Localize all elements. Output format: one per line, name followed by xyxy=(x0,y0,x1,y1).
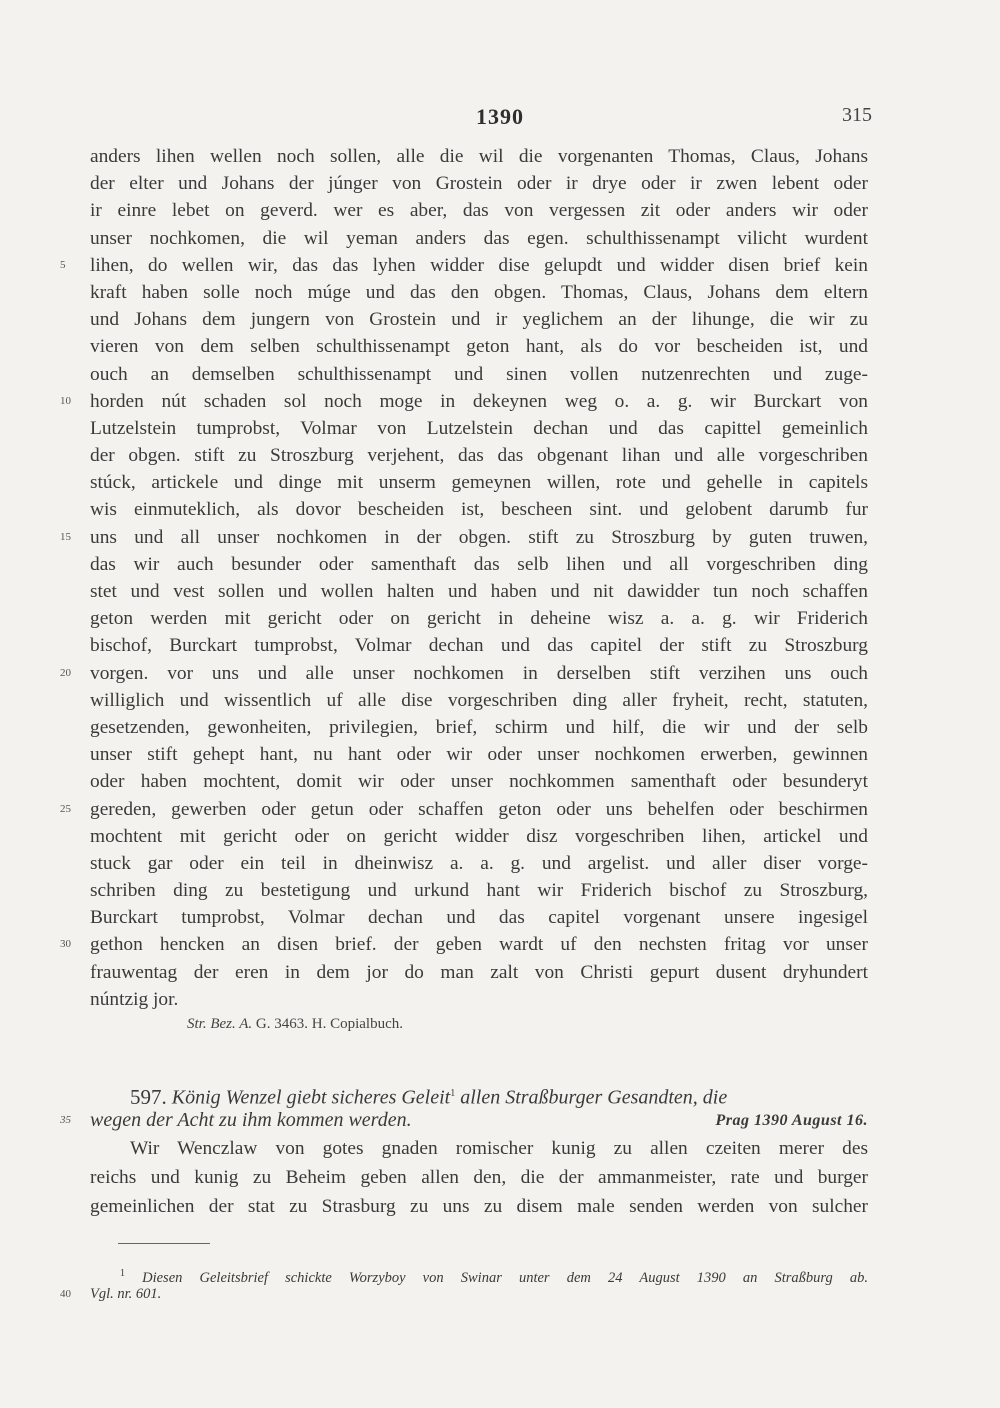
entry-text-line: reichs und kunig zu Beheim geben allen den, die der ammanmeister, rate und burger xyxy=(90,1167,868,1188)
text-line xyxy=(90,959,868,986)
text-line xyxy=(60,931,868,958)
text-line xyxy=(90,877,868,904)
line-text: horden nút schaden sol noch moge in dekeynen weg o. a. g. wir Burckart von xyxy=(90,390,868,412)
text-line xyxy=(90,143,868,170)
line-number: 10 xyxy=(60,394,71,407)
footnotes xyxy=(60,1264,869,1304)
text-line xyxy=(60,796,868,823)
entry-title-line-2 xyxy=(60,1107,868,1134)
text-line xyxy=(90,904,868,931)
line-text: Burckart tumprobst, Volmar dechan und das capitel vorgenant unsere ingesigel xyxy=(90,907,868,929)
line-text: geton werden mit gericht oder on gericht in deheine wisz a. a. g. wir Friderich xyxy=(90,608,868,630)
line-text: gesetzenden, gewonheiten, privilegien, brief, schirm und hilf, die wir und der selb xyxy=(90,716,868,738)
line-text: bischof, Burckart tumprobst, Volmar dechan und das capitel der stift zu Stroszburg xyxy=(90,635,868,657)
line-text: uns und all unser nochkomen in der obgen. stift zu Stroszburg by guten truwen, xyxy=(90,526,868,548)
line-text: oder haben mochtent, domit wir oder unser nochkommen samenthaft oder besunderyt xyxy=(90,771,868,793)
text-line xyxy=(90,306,868,333)
line-text: williglich und wissentlich uf alle dise vorgeschriben ding aller fryheit, recht, statuten, xyxy=(90,689,868,711)
entry-text-line: gemeinlichen der stat zu Strasburg zu uns zu disem male senden werden von sulcher xyxy=(90,1196,868,1217)
text-line xyxy=(90,333,868,360)
text-line xyxy=(90,469,868,496)
footnote-text-1: Diesen Geleitsbrief schickte Worzyboy von Swinar unter dem 24 August 1390 an Straßburg ab. xyxy=(142,1269,869,1286)
line-text: der elter und Johans der júnger von Grostein oder ir drye oder ir zwen lebent oder xyxy=(90,173,868,195)
text-line xyxy=(90,850,868,877)
line-text: stúck, artickele und dinge mit unserm gemeynen willen, rote und gehelle in capitels xyxy=(90,472,868,494)
text-line xyxy=(90,197,868,224)
text-line xyxy=(90,714,868,741)
line-text: Lutzelstein tumprobst, Volmar von Lutzelstein dechan und das capittel gemeinlich xyxy=(90,417,868,439)
text-line xyxy=(90,442,868,469)
line-text: mochtent mit gericht oder on gericht widder disz vorgeschriben lihen, artickel und xyxy=(90,825,868,847)
text-line xyxy=(60,524,868,551)
text-line xyxy=(60,660,868,687)
line-text: der obgen. stift zu Stroszburg verjehent, das das obgenant lihan und alle vorgeschriben xyxy=(90,445,868,467)
text-line xyxy=(90,578,868,605)
text-line xyxy=(90,361,868,388)
place-date: Prag 1390 August 16. xyxy=(715,1112,868,1129)
line-text: lihen, do wellen wir, das das lyhen widder dise gelupdt und widder disen brief kein xyxy=(90,254,868,276)
text-line xyxy=(60,252,868,279)
page-number: 315 xyxy=(842,104,872,126)
text-line xyxy=(90,415,868,442)
footnote-line-1 xyxy=(90,1264,868,1284)
entry-text-line: Wir Wenczlaw von gotes gnaden romischer kunig zu allen czeiten merer des xyxy=(130,1138,868,1159)
text-line xyxy=(90,605,868,632)
text-line xyxy=(90,687,868,714)
text-line xyxy=(90,768,868,795)
line-text: vieren von dem selben schulthissenampt geton hant, als do vor bescheiden ist, und xyxy=(90,336,868,358)
line-number: 35 xyxy=(60,1114,71,1126)
line-text: gereden, gewerben oder getun oder schaffen geton oder uns behelfen oder beschirmen xyxy=(90,798,868,820)
running-header xyxy=(0,104,1000,134)
line-text: ouch an demselben schulthissenampt und sinen vollen nutzenrechten und zuge- xyxy=(90,363,868,385)
text-line xyxy=(90,225,868,252)
text-line xyxy=(90,170,868,197)
line-text: wis einmuteklich, als dovor bescheiden ist, bescheen sint. und gelobent darumb fur xyxy=(90,499,868,521)
line-number: 20 xyxy=(60,666,71,679)
text-line xyxy=(60,388,868,415)
line-number: 5 xyxy=(60,258,66,271)
footnote-line-2 xyxy=(60,1284,868,1304)
text-line xyxy=(90,551,868,578)
entry-text xyxy=(90,1134,868,1221)
line-text: ir einre lebet on geverd. wer es aber, das von vergessen zit oder anders wir oder xyxy=(90,200,868,222)
line-number: 30 xyxy=(60,938,71,951)
line-number: 40 xyxy=(60,1288,71,1300)
line-text: gethon hencken an disen brief. der geben wardt uf den nechsten fritag vor unser xyxy=(90,934,868,956)
source-citation xyxy=(187,1016,403,1033)
footnote-reference: 1 xyxy=(450,1088,456,1099)
line-text: anders lihen wellen noch sollen, alle die wil die vorgenanten Thomas, Claus, Johans xyxy=(90,146,868,167)
line-number: 15 xyxy=(60,530,71,543)
entry-title-part-2: allen Straßburger Gesandten, die xyxy=(455,1086,728,1109)
line-text: vorgen. vor uns und alle unser nochkomen in derselben stift verzihen uns ouch xyxy=(90,662,868,684)
text-line xyxy=(90,823,868,850)
footnote-rule xyxy=(118,1243,210,1244)
source-archive: Str. Bez. A. xyxy=(187,1016,253,1032)
line-text: kraft haben solle noch múge und das den obgen. Thomas, Claus, Johans dem eltern xyxy=(90,281,868,303)
footnote-mark: 1 xyxy=(120,1268,125,1279)
line-text: und Johans dem jungern von Grostein und ir yeglichem an der lihunge, die wir zu xyxy=(90,309,868,331)
running-year: 1390 xyxy=(476,104,524,129)
entry-title-line-1 xyxy=(90,1080,868,1107)
line-text: das wir auch besunder oder samenthaft das selb lihen und all vorgeschriben ding xyxy=(90,553,868,575)
line-text: frauwentag der eren in dem jor do man zalt von Christi gepurt dusent dryhundert xyxy=(90,961,868,983)
source-detail: G. 3463. H. Copialbuch. xyxy=(252,1016,403,1032)
line-text: stet und vest sollen und wollen halten und haben und nit dawidder tun noch schaffen xyxy=(90,581,868,602)
entry-number: 597. xyxy=(130,1084,167,1109)
line-text: unser nochkomen, die wil yeman anders das egen. schulthissenampt vilicht wurdent xyxy=(90,227,868,249)
text-line xyxy=(90,279,868,306)
line-text: stuck gar oder ein teil in dheinwisz a. a. g. und argelist. und aller diser vorge- xyxy=(90,852,868,874)
text-line xyxy=(90,632,868,659)
line-text: schriben ding zu bestetigung und urkund hant wir Friderich bischof zu Stroszburg, xyxy=(90,880,868,902)
text-line xyxy=(90,496,868,523)
entry-title-part-3: wegen der Acht zu ihm kommen werden. xyxy=(90,1109,412,1131)
entry-title-part-1: König Wenzel giebt sicheres Geleit xyxy=(166,1086,451,1109)
line-text: unser stift gehept hant, nu hant oder wir oder unser nochkomen erwerben, gewinnen xyxy=(90,744,868,766)
footnote-text-2: Vgl. nr. 601. xyxy=(90,1286,162,1302)
line-number: 25 xyxy=(60,802,71,815)
text-line xyxy=(90,741,868,768)
document-body xyxy=(60,143,868,1013)
text-line xyxy=(90,986,868,1013)
document-entry xyxy=(60,1080,868,1221)
line-text: núntzig jor. xyxy=(90,988,179,1010)
